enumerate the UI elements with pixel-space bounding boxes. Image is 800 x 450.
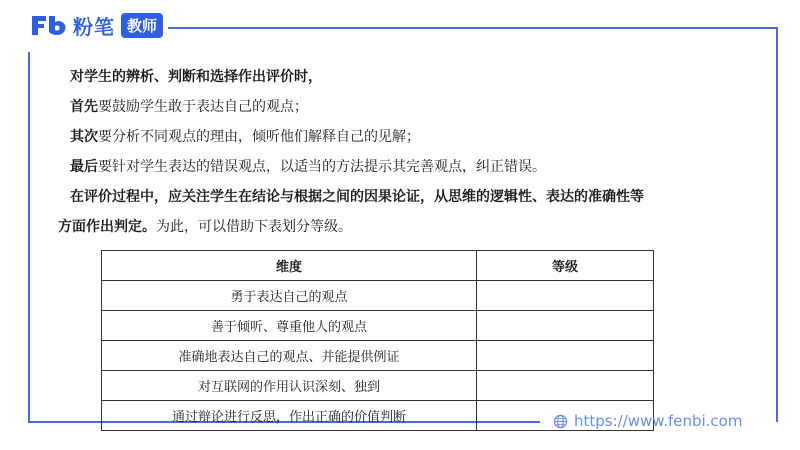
paragraph-last: 最后要针对学生表达的错误观点，以适当的方法提示其完善观点，纠正错误。 (70, 159, 546, 175)
paragraph-intro: 对学生的辨析、判断和选择作出评价时， (70, 69, 322, 85)
frame-left-line (28, 52, 30, 422)
table-row (102, 371, 654, 401)
cell-grade (477, 311, 654, 341)
globe-icon (553, 414, 568, 429)
table-row (102, 281, 654, 311)
brand-word: 粉笔 (73, 14, 115, 39)
cell-dimension: 善于倾听、尊重他人的观点 (102, 311, 477, 341)
cell-grade (477, 341, 654, 371)
paragraph-first: 首先要鼓励学生敢于表达自己的观点； (70, 99, 308, 115)
document-body (58, 62, 770, 242)
frame-top-line (168, 27, 778, 29)
cell-dimension: 对互联网的作用认识深刻、独到 (102, 371, 477, 401)
cell-grade (477, 371, 654, 401)
brand-badge: 教师 (121, 13, 163, 38)
cell-dimension: 通过辩论进行反思，作出正确的价值判断 (102, 401, 477, 431)
header-grade: 等级 (477, 251, 654, 281)
frame-right-line (776, 27, 778, 422)
footer-url[interactable] (553, 412, 742, 430)
cell-dimension: 准确地表达自己的观点、并能提供例证 (102, 341, 477, 371)
paragraph-evaluation: 在评价过程中，应关注学生在结论与根据之间的因果论证，从思维的逻辑性、表达的准确性等 (70, 189, 644, 205)
paragraph-second: 其次要分析不同观点的理由，倾听他们解释自己的见解； (70, 129, 420, 145)
paragraph-evaluation-cont: 方面作出判定。为此，可以借助下表划分等级。 (58, 219, 352, 235)
url-text: https://www.fenbi.com (574, 412, 743, 430)
grading-table (101, 250, 654, 431)
table-row (102, 311, 654, 341)
brand-logo (30, 10, 163, 40)
cell-grade (477, 281, 654, 311)
fenbi-logo-icon (30, 13, 70, 37)
table-header-row (102, 251, 654, 281)
cell-dimension: 勇于表达自己的观点 (102, 281, 477, 311)
header-dimension: 维度 (102, 251, 477, 281)
table-row (102, 341, 654, 371)
